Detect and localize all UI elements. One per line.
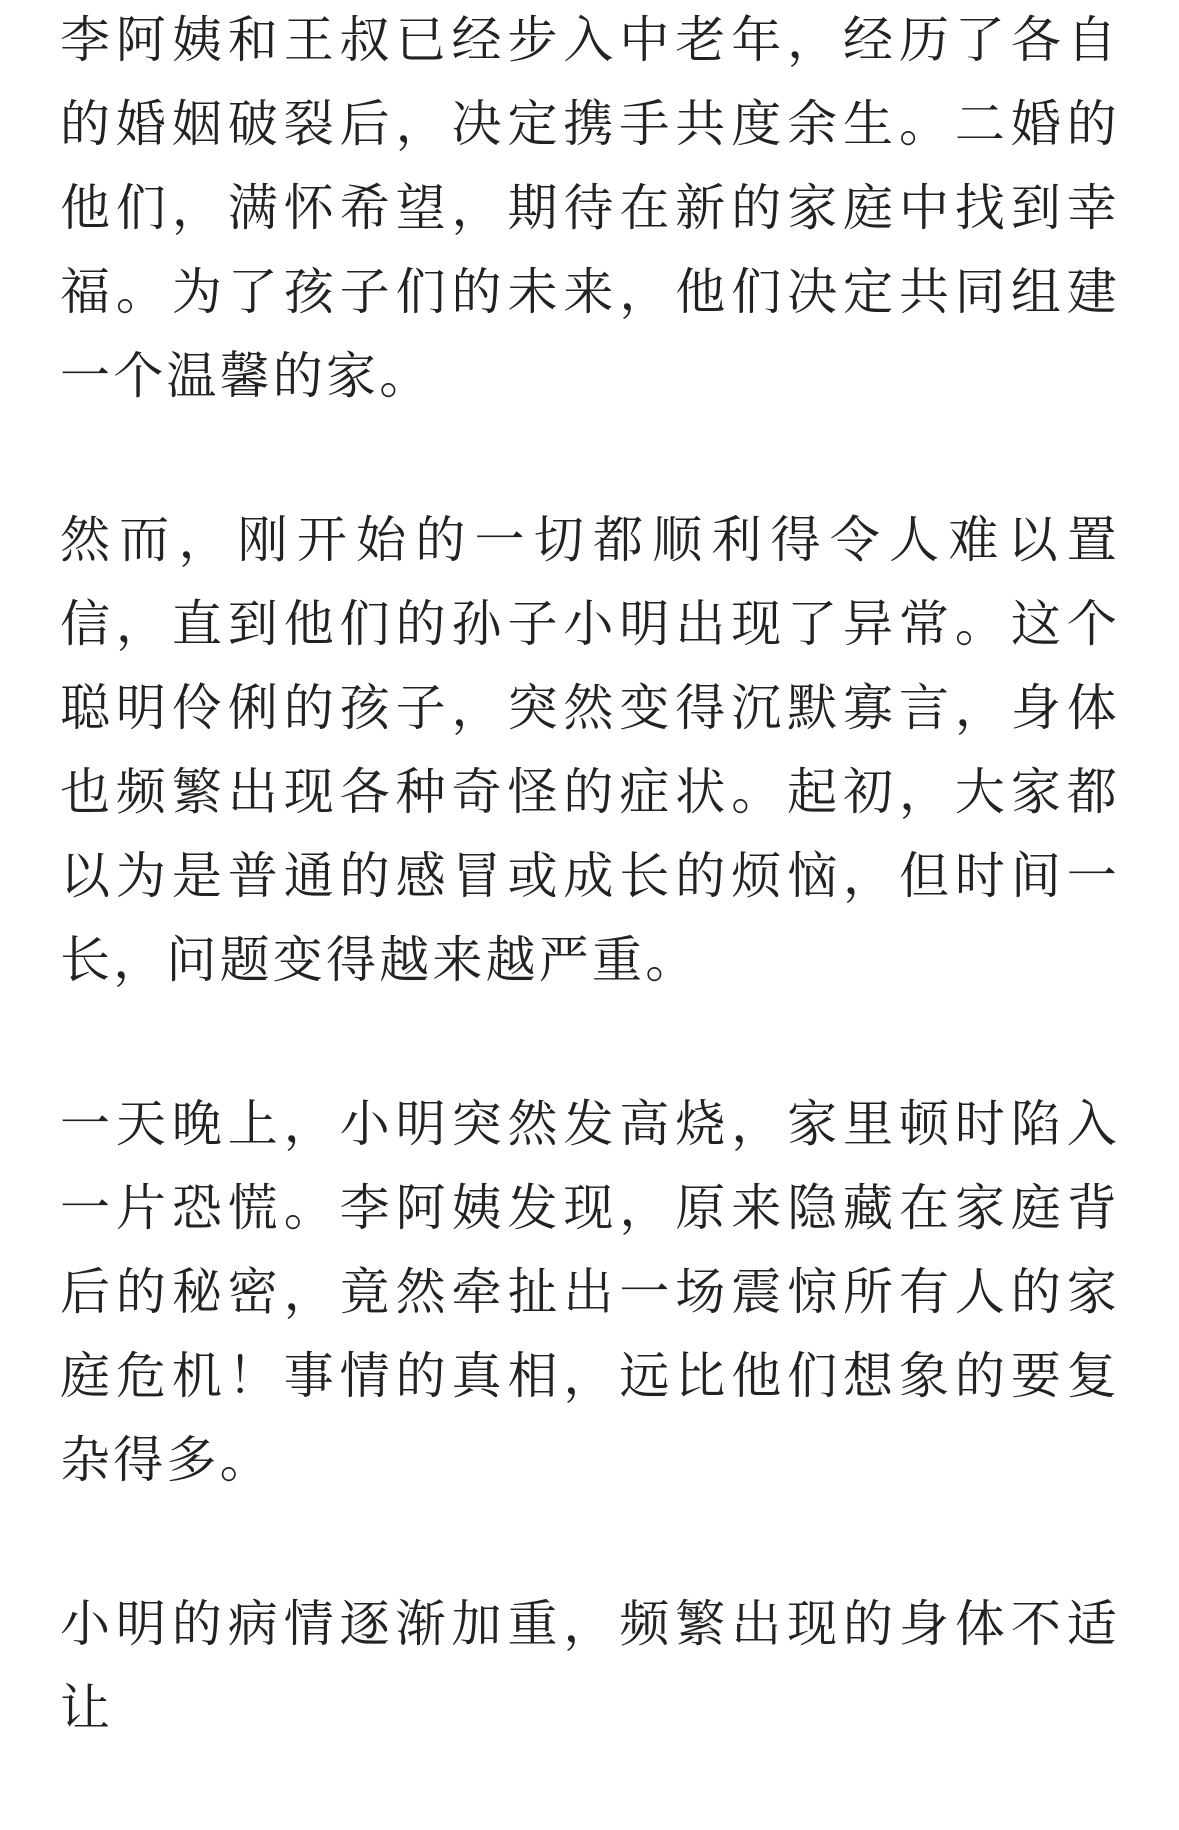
article-paragraph-4: 小明的病情逐渐加重，频繁出现的身体不适让 bbox=[60, 1595, 1120, 1737]
article-paragraph-3: 一天晚上，小明突然发高烧，家里顿时陷入一片恐慌。李阿姨发现，原来隐藏在家庭背后的秘密，竟然牵扯出一场震惊所有人的家庭危机！事情的真相，远比他们想象的要复杂得多。 bbox=[60, 1095, 1120, 1489]
article-paragraph-2: 然而，刚开始的一切都顺利得令人难以置信，直到他们的孙子小明出现了异常。这个聪明伶俐的孩子，突然变得沉默寡言，身体也频繁出现各种奇怪的症状。起初，大家都以为是普通的感冒或成长的烦恼，但时间一长，问题变得越来越严重。 bbox=[60, 511, 1120, 989]
article-body bbox=[60, 0, 1120, 1830]
article-paragraph-1: 李阿姨和王叔已经步入中老年，经历了各自的婚姻破裂后，决定携手共度余生。二婚的他们，满怀希望，期待在新的家庭中找到幸福。为了孩子们的未来，他们决定共同组建一个温馨的家。 bbox=[60, 11, 1120, 405]
